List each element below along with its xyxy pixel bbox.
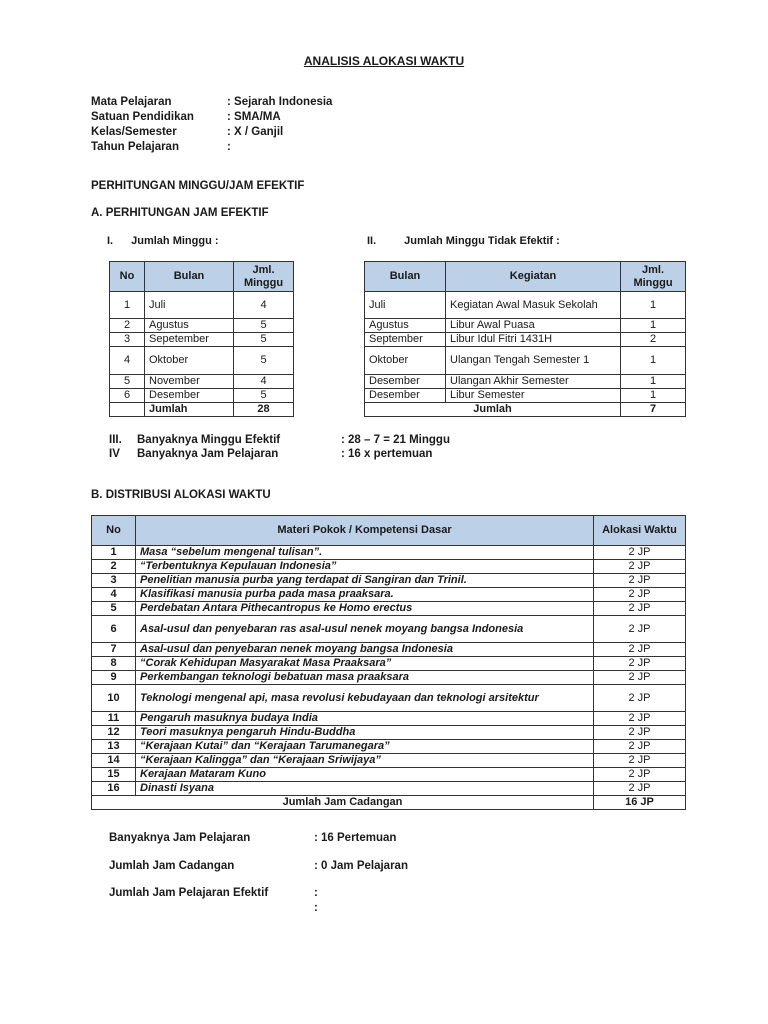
table-cell: 5: [234, 347, 294, 375]
table-cell: 2: [110, 319, 145, 333]
table-cell: “Terbentuknya Kepulauan Indonesia”: [136, 560, 594, 574]
table-cell: 2 JP: [594, 740, 686, 754]
table-row: [110, 347, 294, 375]
table-header: Kegiatan: [446, 262, 621, 292]
table-cell: 2 JP: [594, 588, 686, 602]
table-distribusi: [91, 515, 686, 810]
table-row: [92, 671, 686, 685]
table-cell: 3: [92, 574, 136, 588]
table-row: [92, 616, 686, 643]
table-cell: Kegiatan Awal Masuk Sekolah: [446, 292, 621, 319]
text-span: Tahun Pelajaran: [91, 141, 179, 153]
bottom-row-jam-pelajaran: [109, 832, 396, 844]
table-cell: 10: [92, 685, 136, 712]
text-span: IV: [109, 448, 120, 460]
text-span: Banyaknya Jam Pelajaran: [137, 448, 279, 460]
table-row: [92, 560, 686, 574]
table-cell: 28: [234, 403, 294, 417]
table-cell: 4: [110, 347, 145, 375]
table-cell: 2 JP: [594, 671, 686, 685]
table-cell: 2 JP: [594, 602, 686, 616]
sub-heading-i: I. Jumlah Minggu :: [107, 235, 219, 247]
heading-b: B. DISTRIBUSI ALOKASI WAKTU: [91, 489, 271, 501]
table-header: Bulan: [365, 262, 446, 292]
table-row: [92, 754, 686, 768]
bottom-row-jam-cadangan: [109, 860, 408, 872]
table-cell: Ulangan Tengah Semester 1: [446, 347, 621, 375]
table-cell: 5: [110, 375, 145, 389]
table-cell: 5: [92, 602, 136, 616]
table-row: [92, 740, 686, 754]
table-cell: 3: [110, 333, 145, 347]
table-row: [92, 643, 686, 657]
table-cell: 2: [621, 333, 686, 347]
table-cell: Jumlah: [145, 403, 234, 417]
text-span: Jumlah Jam Pelajaran Efektif: [109, 887, 269, 899]
table-cell: 1: [92, 546, 136, 560]
text-span: Satuan Pendidikan: [91, 111, 194, 123]
table-cell: 2 JP: [594, 754, 686, 768]
table-cell: 4: [234, 375, 294, 389]
summary-row: [109, 447, 450, 461]
table-cell: 1: [110, 292, 145, 319]
table-cell: 6: [110, 389, 145, 403]
table-cell: Libur Awal Puasa: [446, 319, 621, 333]
table-jumlah-minggu: [109, 261, 294, 417]
table-cell: 1: [621, 347, 686, 375]
table-row: [110, 389, 294, 403]
heading-main: PERHITUNGAN MINGGU/JAM EFEKTIF: [91, 180, 305, 192]
sub-heading-ii: II. Jumlah Minggu Tidak Efektif :: [367, 235, 560, 247]
summary-block: [109, 433, 450, 461]
table-cell: Teori masuknya pengaruh Hindu-Buddha: [136, 726, 594, 740]
table-row: [110, 319, 294, 333]
table-header: Jml. Minggu: [621, 262, 686, 292]
table-cell: “Kerajaan Kutai” dan “Kerajaan Tarumanegara”: [136, 740, 594, 754]
text-span: :: [227, 141, 231, 153]
text-span: : 28 – 7 = 21 Minggu: [341, 434, 450, 446]
table-cell: Klasifikasi manusia purba pada masa praaksara.: [136, 588, 594, 602]
table-cell: 7: [92, 643, 136, 657]
bottom-extra-colon: :: [314, 902, 318, 914]
table-cell: 2 JP: [594, 657, 686, 671]
table-cell: Agustus: [365, 319, 446, 333]
table-row: [92, 657, 686, 671]
table-cell: 4: [234, 292, 294, 319]
table-row: [365, 389, 686, 403]
table-cell: 5: [234, 333, 294, 347]
table-cell: 2 JP: [594, 782, 686, 796]
table-row: [365, 319, 686, 333]
table-cell: 2 JP: [594, 712, 686, 726]
info-row: [91, 125, 332, 140]
table-header: No: [92, 516, 136, 546]
table-cell: 1: [621, 292, 686, 319]
table-cell: Asal-usul dan penyebaran ras asal-usul nenek moyang bangsa Indonesia: [136, 616, 594, 643]
table-cell: Jumlah Jam Cadangan: [92, 796, 594, 810]
table-cell: 7: [621, 403, 686, 417]
table-cell: Desember: [145, 389, 234, 403]
table-row: [92, 782, 686, 796]
table-cell: 12: [92, 726, 136, 740]
table-cell: Masa “sebelum mengenal tulisan”.: [136, 546, 594, 560]
text-span: III.: [109, 434, 122, 446]
table-cell: Oktober: [145, 347, 234, 375]
info-block: [91, 95, 332, 155]
text-span: : 16 x pertemuan: [341, 448, 433, 460]
table-cell: 13: [92, 740, 136, 754]
table-row: [110, 375, 294, 389]
table-row: [92, 546, 686, 560]
table-cell: “Corak Kehidupan Masyarakat Masa Praaksara”: [136, 657, 594, 671]
table-cell: 2 JP: [594, 726, 686, 740]
table-header: Bulan: [145, 262, 234, 292]
table-cell: Oktober: [365, 347, 446, 375]
table-row: [365, 375, 686, 389]
table-cell: Perkembangan teknologi bebatuan masa praaksara: [136, 671, 594, 685]
table-cell: Kerajaan Mataram Kuno: [136, 768, 594, 782]
table-total-row: [110, 403, 294, 417]
table-cell: 4: [92, 588, 136, 602]
text-span: : Sejarah Indonesia: [227, 96, 333, 108]
info-row: [91, 140, 332, 155]
table-cell: 11: [92, 712, 136, 726]
table-cell: Libur Semester: [446, 389, 621, 403]
table-row: [92, 602, 686, 616]
table-row: [92, 588, 686, 602]
table-header: Materi Pokok / Kompetensi Dasar: [136, 516, 594, 546]
heading-a: A. PERHITUNGAN JAM EFEKTIF: [91, 207, 269, 219]
table-header: Alokasi Waktu: [594, 516, 686, 546]
table-total-row: [365, 403, 686, 417]
table-cell: Ulangan Akhir Semester: [446, 375, 621, 389]
table-cell: Desember: [365, 389, 446, 403]
info-row: [91, 110, 332, 125]
text-span: : X / Ganjil: [227, 126, 284, 138]
table-cell: 2 JP: [594, 768, 686, 782]
table-cell: 16: [92, 782, 136, 796]
table-cell: November: [145, 375, 234, 389]
table-cell: “Kerajaan Kalingga” dan “Kerajaan Sriwijaya”: [136, 754, 594, 768]
text-span: Jumlah Jam Cadangan: [109, 860, 235, 872]
text-span: Mata Pelajaran: [91, 96, 172, 108]
table-cell: Sepetember: [145, 333, 234, 347]
table-cell: 2 JP: [594, 616, 686, 643]
table-row: [92, 726, 686, 740]
text-span: : SMA/MA: [227, 111, 281, 123]
table-cell: 5: [234, 389, 294, 403]
table-cell: 14: [92, 754, 136, 768]
table-cell: Pengaruh masuknya budaya India: [136, 712, 594, 726]
table-cell: Desember: [365, 375, 446, 389]
summary-row: [109, 433, 450, 447]
table-cell: 2: [92, 560, 136, 574]
table-cell: Penelitian manusia purba yang terdapat di Sangiran dan Trinil.: [136, 574, 594, 588]
table-cell: 1: [621, 319, 686, 333]
text-span: Kelas/Semester: [91, 126, 177, 138]
table-row: [92, 574, 686, 588]
table-cell: 1: [621, 389, 686, 403]
table-cell: Juli: [145, 292, 234, 319]
table-cell: 8: [92, 657, 136, 671]
info-row: [91, 95, 332, 110]
text-span: : 16 Pertemuan: [314, 832, 397, 844]
document-title: ANALISIS ALOKASI WAKTU: [303, 54, 465, 68]
table-cell: 2 JP: [594, 574, 686, 588]
table-cell: Teknologi mengenal api, masa revolusi kebudayaan dan teknologi arsitektur: [136, 685, 594, 712]
table-cell: 15: [92, 768, 136, 782]
table-cell: 9: [92, 671, 136, 685]
table-cell: 16 JP: [594, 796, 686, 810]
table-cell: Perdebatan Antara Pithecantropus ke Homo erectus: [136, 602, 594, 616]
table-total-row: [92, 796, 686, 810]
text-span: : 0 Jam Pelajaran: [314, 860, 408, 872]
text-span: Banyaknya Jam Pelajaran: [109, 832, 251, 844]
table-cell: 2 JP: [594, 560, 686, 574]
table-row: [92, 685, 686, 712]
table-cell: 2 JP: [594, 685, 686, 712]
table-cell: September: [365, 333, 446, 347]
bottom-row-jam-efektif: [109, 887, 318, 899]
table-header: No: [110, 262, 145, 292]
table-cell: Jumlah: [365, 403, 621, 417]
table-cell: Agustus: [145, 319, 234, 333]
table-row: [110, 333, 294, 347]
table-row: [92, 712, 686, 726]
table-cell: 5: [234, 319, 294, 333]
text-span: :: [314, 887, 318, 899]
table-row: [365, 333, 686, 347]
table-cell: 6: [92, 616, 136, 643]
table-cell: Asal-usul dan penyebaran nenek moyang bangsa Indonesia: [136, 643, 594, 657]
text-span: Banyaknya Minggu Efektif: [137, 434, 281, 446]
table-cell: Dinasti Isyana: [136, 782, 594, 796]
table-header: Jml. Minggu: [234, 262, 294, 292]
table-minggu-tidak-efektif: [364, 261, 686, 417]
table-cell: 2 JP: [594, 546, 686, 560]
table-cell: 1: [621, 375, 686, 389]
table-row: [92, 768, 686, 782]
table-row: [365, 347, 686, 375]
table-row: [110, 292, 294, 319]
table-cell: [110, 403, 145, 417]
table-cell: Juli: [365, 292, 446, 319]
table-cell: Libur Idul Fitri 1431H: [446, 333, 621, 347]
table-cell: 2 JP: [594, 643, 686, 657]
table-row: [365, 292, 686, 319]
